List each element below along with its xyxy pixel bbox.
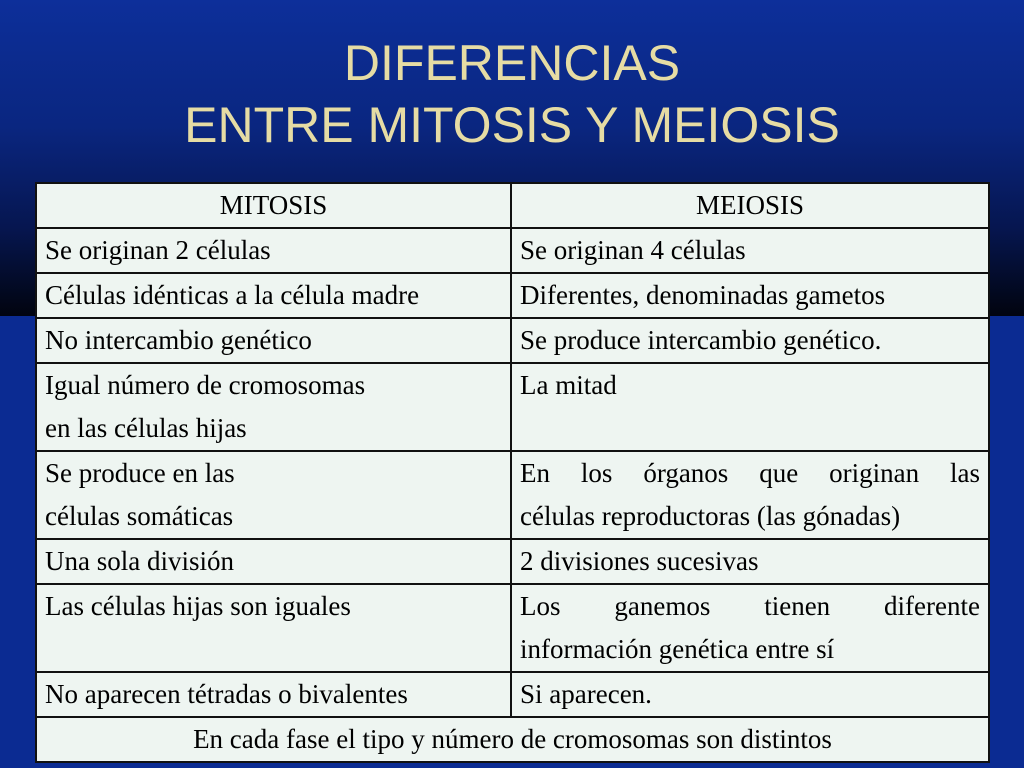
cell-mitosis — [36, 451, 511, 539]
footer-cell: En cada fase el tipo y número de cromosomas son distintos — [36, 717, 989, 762]
slide-title — [0, 32, 1024, 156]
cell-mitosis: No intercambio genético — [36, 318, 511, 363]
cell-meiosis: Se originan 4 células — [511, 228, 989, 273]
cell-line: células somáticas — [45, 501, 234, 531]
comparison-table — [35, 182, 990, 763]
cell-meiosis: La mitad — [511, 363, 989, 451]
cell-line: células reproductoras (las gónadas) — [520, 501, 901, 531]
cell-meiosis — [511, 451, 989, 539]
cell-line: información genética entre sí — [520, 634, 835, 664]
cell-meiosis — [511, 584, 989, 672]
cell-mitosis: Una sola división — [36, 539, 511, 584]
cell-mitosis: No aparecen tétradas o bivalentes — [36, 672, 511, 717]
slide-title-line-1: DIFERENCIAS — [343, 35, 681, 91]
table-row — [36, 672, 989, 717]
cell-meiosis: Se produce intercambio genético. — [511, 318, 989, 363]
table-header-row — [36, 183, 989, 228]
cell-mitosis: Las células hijas son iguales — [36, 584, 511, 672]
cell-line: En los órganos que originan las — [520, 458, 980, 488]
cell-line: Los ganemos tienen diferente — [520, 591, 980, 621]
cell-mitosis: Células idénticas a la célula madre — [36, 273, 511, 318]
cell-line: Se produce en las — [45, 458, 235, 488]
cell-mitosis: Se originan 2 células — [36, 228, 511, 273]
cell-line: en las células hijas — [45, 413, 247, 443]
cell-mitosis — [36, 363, 511, 451]
table-row — [36, 584, 989, 672]
cell-line: Igual número de cromosomas — [45, 370, 366, 400]
cell-meiosis: Si aparecen. — [511, 672, 989, 717]
cell-meiosis: Diferentes, denominadas gametos — [511, 273, 989, 318]
table-row — [36, 273, 989, 318]
table-row — [36, 363, 989, 451]
header-mitosis: MITOSIS — [36, 183, 511, 228]
cell-meiosis: 2 divisiones sucesivas — [511, 539, 989, 584]
table-row — [36, 539, 989, 584]
header-meiosis: MEIOSIS — [511, 183, 989, 228]
table-row — [36, 451, 989, 539]
table-row — [36, 228, 989, 273]
table-row — [36, 318, 989, 363]
slide-title-line-2: ENTRE MITOSIS Y MEIOSIS — [184, 97, 840, 153]
table-footer-row — [36, 717, 989, 762]
